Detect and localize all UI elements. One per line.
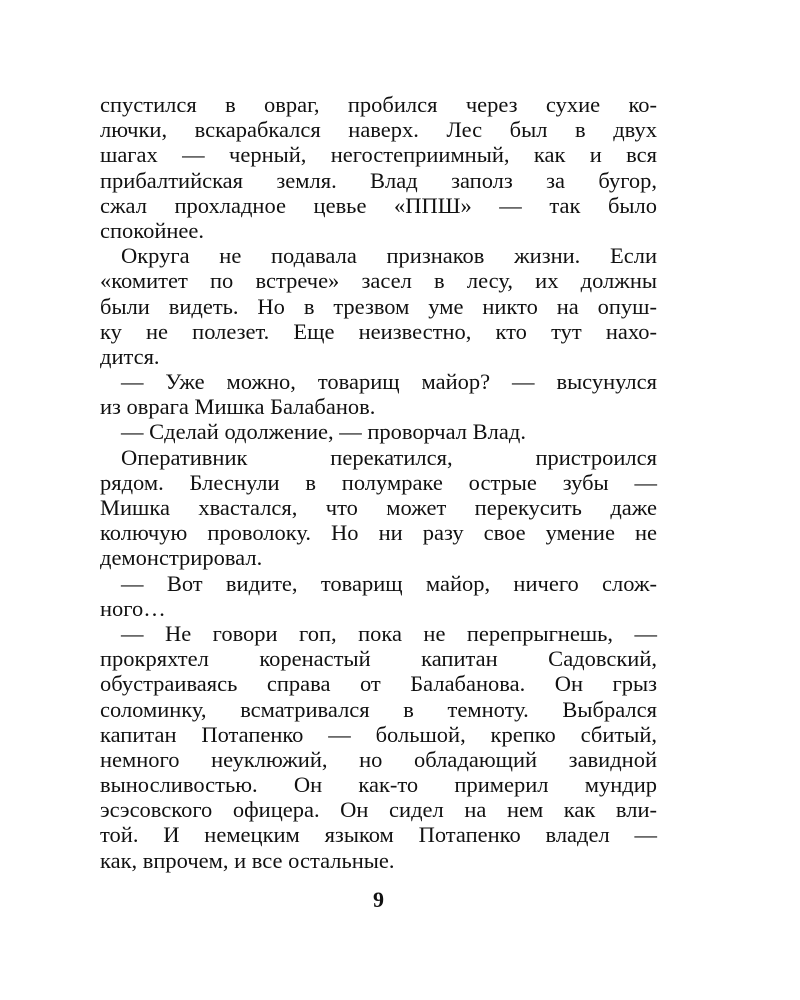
paragraph — [100, 92, 657, 243]
text-line: ку не полезет. Еще неизвестно, кто тут нахо- — [100, 318, 657, 344]
text-line: лючки, вскарабкался наверх. Лес был в двух — [100, 117, 657, 143]
text-line: ного… — [100, 595, 166, 621]
text-line: капитан Потапенко — большой, крепко сбитый, — [100, 721, 657, 747]
text-line: «комитет по встрече» засел в лесу, их должны — [100, 268, 657, 294]
text-line: Мишка хвастался, что может перекусить даже — [100, 495, 657, 520]
text-line: дится. — [100, 343, 160, 369]
text-line: соломинку, всматривался в темноту. Выбрался — [100, 696, 657, 722]
text-line: Оперативник перекатился, пристроился — [121, 444, 657, 470]
text-line: прокряхтел коренастый капитан Садовский, — [100, 646, 657, 672]
text-line: демонстрировал. — [100, 545, 263, 571]
text-line: были видеть. Но в трезвом уме никто на опуш- — [100, 293, 657, 319]
paragraph — [100, 445, 657, 571]
text-line: Округа не подавала признаков жизни. Если — [121, 243, 657, 269]
text-line: — Уже можно, товарищ майор? — высунулся — [121, 369, 657, 395]
text-line: сжал прохладное цевье «ППШ» — так было — [100, 192, 657, 218]
paragraph — [100, 571, 657, 621]
book-page — [100, 92, 657, 912]
text-line: выносливостью. Он как-то примерил мундир — [100, 772, 657, 798]
text-line: как, впрочем, и все остальные. — [100, 847, 395, 873]
paragraph — [100, 419, 657, 444]
text-line: из оврага Мишка Балабанов. — [100, 394, 376, 420]
text-line: спокойнее. — [100, 217, 204, 243]
paragraph — [100, 621, 657, 873]
paragraph — [100, 243, 657, 369]
text-line: эсэсовского офицера. Он сидел на нем как вли- — [100, 797, 657, 823]
text-line: рядом. Блеснули в полумраке острые зубы — — [100, 469, 657, 495]
text-line: той. И немецким языком Потапенко владел — — [100, 822, 657, 848]
text-line: — Сделай одолжение, — проворчал Влад. — [121, 419, 526, 445]
text-line: — Вот видите, товарищ майор, ничего слож- — [121, 570, 657, 596]
text-line: немного неуклюжий, но обладающий завидной — [100, 746, 657, 772]
text-line: спустился в овраг, пробился через сухие ко- — [100, 92, 657, 117]
text-line: шагах — черный, негостеприимный, как и вся — [100, 142, 657, 168]
text-line: колючую проволоку. Но ни разу свое умение не — [100, 520, 657, 546]
text-line: прибалтийская земля. Влад заполз за бугор, — [100, 167, 657, 193]
paragraph — [100, 369, 657, 419]
text-line: — Не говори гоп, пока не перепрыгнешь, — — [121, 620, 657, 646]
page-number: 9 — [373, 887, 384, 912]
body-text — [100, 92, 657, 873]
text-line: обустраиваясь справа от Балабанова. Он грыз — [100, 671, 657, 697]
